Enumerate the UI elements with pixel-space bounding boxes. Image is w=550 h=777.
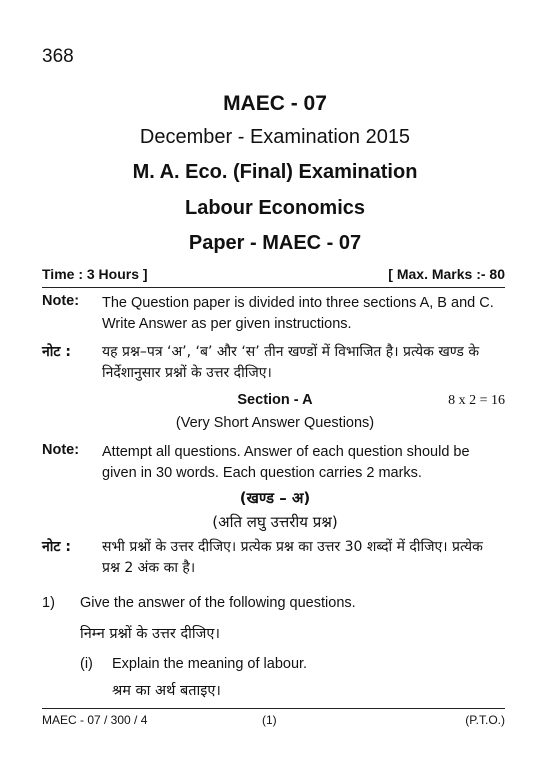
question-text: Give the answer of the following questions. <box>80 595 356 611</box>
note2-label: Note: <box>42 442 80 458</box>
question-text-hindi: निम्न प्रश्नों के उत्तर दीजिए। <box>80 626 220 642</box>
course-code: MAEC - 07 <box>223 92 327 115</box>
section-title: Section - A <box>237 392 313 408</box>
subquestion-text-hindi: श्रम का अर्थ बताइए। <box>112 683 221 699</box>
exam-title: December - Examination 2015 <box>139 126 411 148</box>
note2-text-hindi: सभी प्रश्नों के उत्तर दीजिए। प्रत्येक प्रश्न का उत्तर 30 शब्दों में दीजिए। प्रत्येक प्रश्न 2 अंक का है। <box>102 539 483 576</box>
course-title: M. A. Eco. (Final) Examination <box>132 161 418 183</box>
footer-divider <box>42 708 505 709</box>
section-marks: 8 x 2 = 16 <box>448 393 505 408</box>
section-subtitle-hindi: (अति लघु उत्तरीय प्रश्न) <box>212 513 338 531</box>
section-title-hindi: (खण्ड – अ) <box>239 489 311 507</box>
subquestion-text: Explain the meaning of labour. <box>112 656 308 672</box>
footer-page: (1) <box>262 713 277 727</box>
divider <box>42 287 505 288</box>
note-text: The Question paper is divided into three sections A, B and C. Write Answer as per given instructions. <box>102 295 494 332</box>
note-text-hindi: यह प्रश्न–पत्र ‘अ’, ‘ब’ और ‘स’ तीन खण्डों में विभाजित है। प्रत्येक खण्ड के निर्देशानुसार प्रश्नों के उत्तर दीजिए। <box>102 344 480 381</box>
max-marks: [ Max. Marks :- 80 <box>388 266 505 282</box>
note2-label-hindi: नोट : <box>42 539 71 555</box>
note-label-hindi: नोट : <box>42 344 71 360</box>
footer-code: MAEC - 07 / 300 / 4 <box>42 713 148 727</box>
footer-pto: (P.T.O.) <box>465 713 505 727</box>
subject-title: Labour Economics <box>184 197 366 219</box>
paper-title: Paper - MAEC - 07 <box>188 232 362 254</box>
subquestion-number: (i) <box>80 656 93 672</box>
note2-text: Attempt all questions. Answer of each question should be given in 30 words. Each question carries 2 marks. <box>102 444 470 481</box>
time-allowed: Time : 3 Hours ] <box>42 266 148 282</box>
note-label: Note: <box>42 293 80 309</box>
section-subtitle: (Very Short Answer Questions) <box>175 415 375 431</box>
question-number: 1) <box>42 595 55 611</box>
page-number: 368 <box>42 46 74 67</box>
